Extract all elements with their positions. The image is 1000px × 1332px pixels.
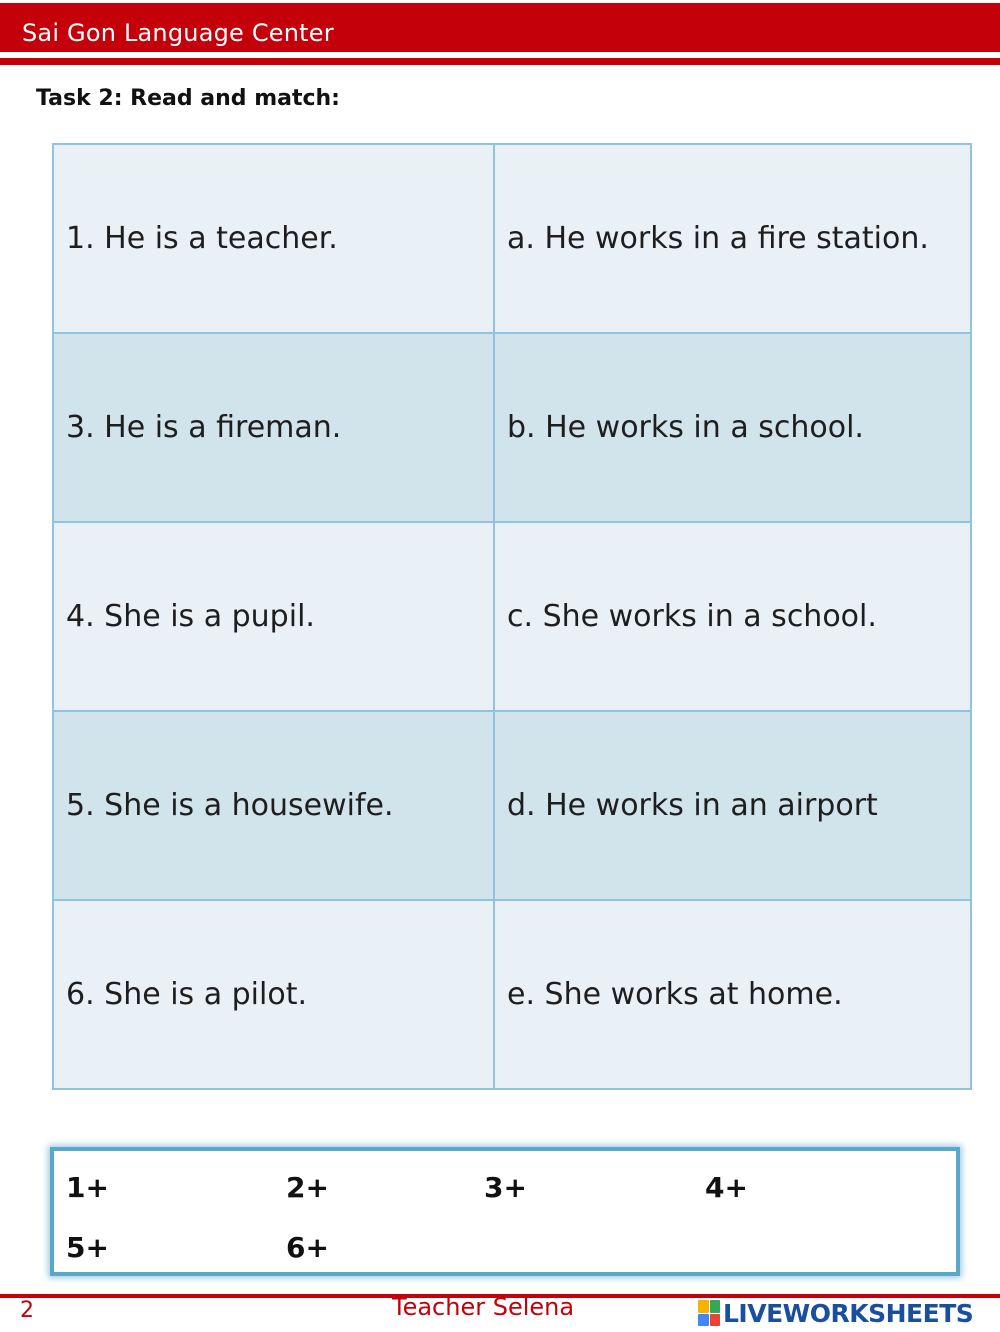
match-table bbox=[52, 143, 972, 1090]
table-row bbox=[53, 711, 971, 900]
answer-box bbox=[50, 1147, 960, 1276]
lw-blocks-icon bbox=[698, 1300, 720, 1326]
header-bar bbox=[0, 3, 1000, 52]
sentence-cell: 6. She is a pilot. bbox=[53, 900, 494, 1089]
answer-slot-6[interactable]: 6+ bbox=[286, 1231, 329, 1264]
match-cell: a. He works in a fire station. bbox=[494, 144, 971, 333]
sentence-cell: 1. He is a teacher. bbox=[53, 144, 494, 333]
table-row bbox=[53, 522, 971, 711]
sentence-cell: 3. He is a fireman. bbox=[53, 333, 494, 522]
liveworksheets-logo[interactable] bbox=[698, 1298, 998, 1328]
answer-slot-1[interactable]: 1+ bbox=[66, 1171, 109, 1204]
sentence-cell: 4. She is a pupil. bbox=[53, 522, 494, 711]
answer-slot-2[interactable]: 2+ bbox=[286, 1171, 329, 1204]
match-cell: d. He works in an airport bbox=[494, 711, 971, 900]
task-title: Task 2: Read and match: bbox=[36, 86, 340, 111]
answer-slot-5[interactable]: 5+ bbox=[66, 1231, 109, 1264]
match-cell: c. She works in a school. bbox=[494, 522, 971, 711]
answer-slot-4[interactable]: 4+ bbox=[705, 1171, 748, 1204]
table-row bbox=[53, 144, 971, 333]
answer-slot-3[interactable]: 3+ bbox=[484, 1171, 527, 1204]
center-name: Sai Gon Language Center bbox=[22, 19, 334, 47]
table-row bbox=[53, 900, 971, 1089]
page-number: 2 bbox=[20, 1298, 34, 1323]
table-row bbox=[53, 333, 971, 522]
footer-author: Teacher Selena bbox=[392, 1293, 575, 1321]
sentence-cell: 5. She is a housewife. bbox=[53, 711, 494, 900]
match-cell: b. He works in a school. bbox=[494, 333, 971, 522]
header-rule bbox=[0, 58, 1000, 65]
lw-brand-text: LIVEWORKSHEETS bbox=[723, 1298, 974, 1328]
match-cell: e. She works at home. bbox=[494, 900, 971, 1089]
